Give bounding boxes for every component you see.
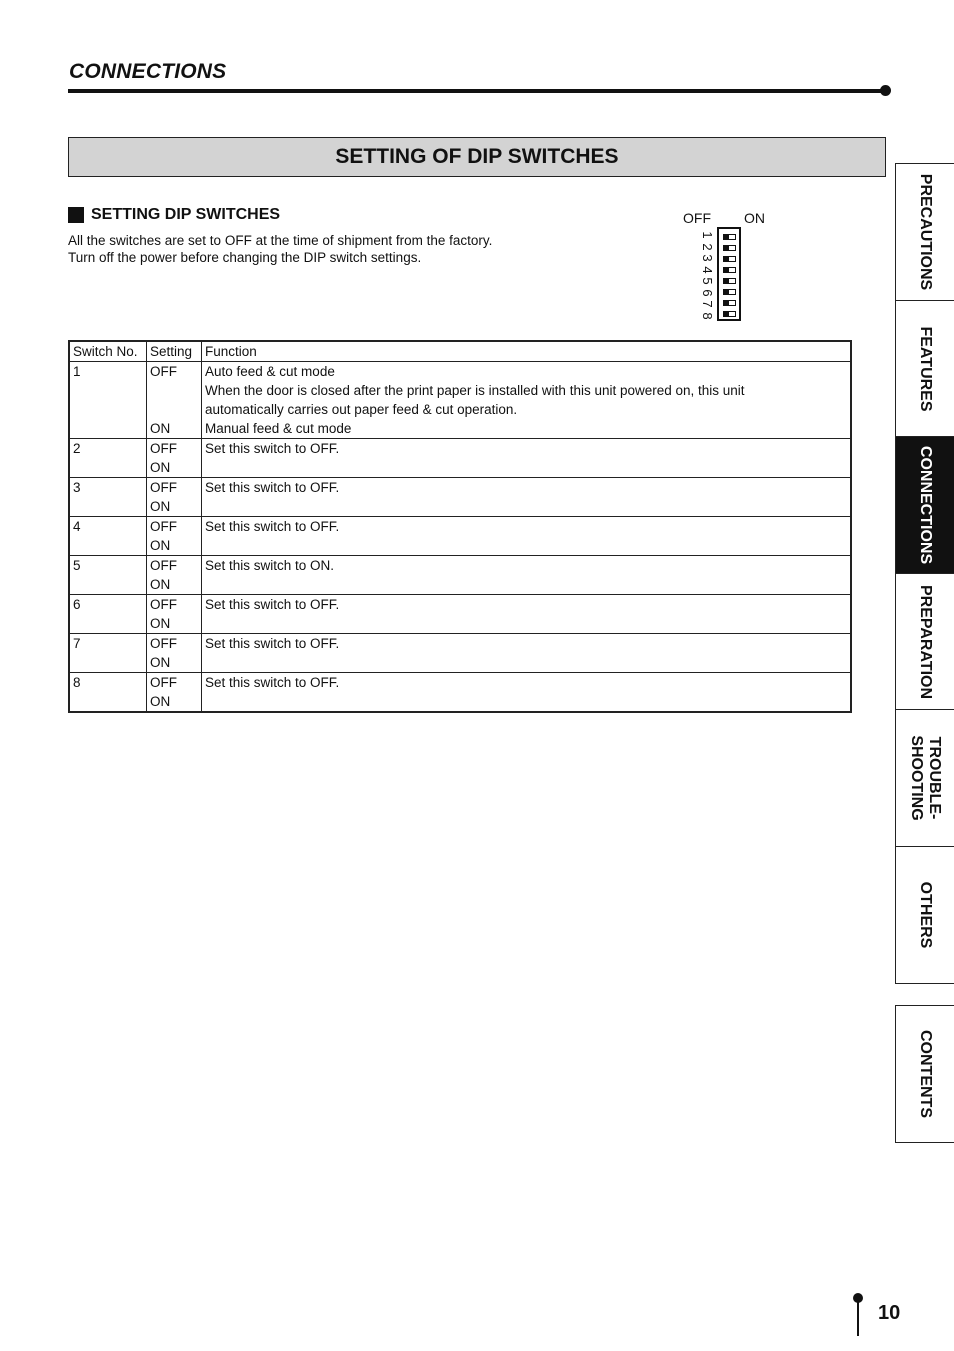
dip-switch-toggle <box>723 311 736 317</box>
dip-off-label: OFF <box>683 210 711 226</box>
header-setting: Setting <box>147 341 202 362</box>
tab-others[interactable] <box>895 846 954 984</box>
dip-number: 8 <box>700 311 715 320</box>
square-bullet-icon <box>68 207 84 223</box>
tab-label: CONTENTS <box>917 1030 934 1118</box>
table-row <box>69 673 851 713</box>
setting-cell: OFF ON <box>147 595 202 634</box>
table-row <box>69 478 851 517</box>
dip-number: 7 <box>700 300 715 308</box>
function-cell: Set this switch to OFF. <box>202 439 852 478</box>
tab-label: FEATURES <box>917 326 934 412</box>
switch-no-cell: 1 <box>69 362 147 439</box>
dip-switch-toggle <box>723 245 736 251</box>
dip-number: 3 <box>700 254 715 262</box>
header-rule <box>68 89 886 93</box>
dip-switch-toggle <box>723 300 736 306</box>
setting-cell: OFF ON <box>147 439 202 478</box>
switch-no-cell: 8 <box>69 673 147 713</box>
tab-features[interactable] <box>895 300 954 438</box>
setting-cell: OFF ON <box>147 556 202 595</box>
switch-no-cell: 3 <box>69 478 147 517</box>
dip-switch-toggle <box>723 234 736 240</box>
switch-no-cell: 6 <box>69 595 147 634</box>
function-cell: Set this switch to OFF. <box>202 673 852 713</box>
function-cell: Set this switch to OFF. <box>202 478 852 517</box>
function-cell: Set this switch to OFF. <box>202 634 852 673</box>
table-row <box>69 556 851 595</box>
setting-cell: OFF ON <box>147 362 202 439</box>
intro-line-1: All the switches are set to OFF at the time of shipment from the factory. <box>68 233 493 248</box>
dip-switch-toggle <box>723 289 736 295</box>
function-cell: Auto feed & cut mode When the door is closed after the print paper is installed with this unit powered on, this unit automatically carries out paper feed & cut operation. Manual feed & cut mode <box>202 362 852 439</box>
function-cell: Set this switch to ON. <box>202 556 852 595</box>
setting-cell: OFF ON <box>147 634 202 673</box>
switch-no-cell: 5 <box>69 556 147 595</box>
dip-switch-toggle <box>723 278 736 284</box>
subsection-heading <box>68 206 280 224</box>
section-title: SETTING OF DIP SWITCHES <box>335 145 619 168</box>
tab-label: PRECAUTIONS <box>917 173 934 291</box>
tab-label: OTHERS <box>917 881 934 949</box>
switch-no-cell: 7 <box>69 634 147 673</box>
subsection-title: SETTING DIP SWITCHES <box>91 206 281 223</box>
chapter-title: CONNECTIONS <box>69 60 227 83</box>
dip-number: 1 <box>700 231 715 239</box>
table-header-row <box>69 341 851 362</box>
switch-no-cell: 4 <box>69 517 147 556</box>
dip-switch-toggle <box>723 267 736 273</box>
dip-switch-body <box>717 227 741 321</box>
setting-cell: OFF ON <box>147 478 202 517</box>
dip-number: 4 <box>700 265 715 274</box>
dip-switch-diagram <box>680 210 770 326</box>
tab-label: CONNECTIONS <box>917 445 934 565</box>
dip-switch-toggle <box>723 256 736 262</box>
section-title-box <box>68 137 886 177</box>
table-row <box>69 362 851 439</box>
table-row <box>69 517 851 556</box>
dip-on-label: ON <box>744 210 765 226</box>
setting-cell: OFF ON <box>147 673 202 713</box>
header-rule-dot <box>880 85 891 96</box>
tab-troubleshooting[interactable] <box>895 709 954 847</box>
table-row <box>69 595 851 634</box>
intro-line-2: Turn off the power before changing the DIP switch settings. <box>68 250 422 265</box>
dip-number: 5 <box>700 277 715 285</box>
dip-settings-table <box>68 340 852 713</box>
setting-cell: OFF ON <box>147 517 202 556</box>
table-row <box>69 634 851 673</box>
function-cell: Set this switch to OFF. <box>202 595 852 634</box>
header-switch-no: Switch No. <box>69 341 147 362</box>
switch-no-cell: 2 <box>69 439 147 478</box>
page-marker-line <box>857 1300 859 1336</box>
tab-label: TROUBLE- SHOOTING <box>908 735 943 821</box>
dip-number: 6 <box>700 288 715 297</box>
tab-precautions[interactable] <box>895 163 954 301</box>
tab-connections[interactable] <box>895 436 954 574</box>
table-row <box>69 439 851 478</box>
tab-label: PREPARATION <box>917 584 934 700</box>
header-function: Function <box>202 341 852 362</box>
page-number: 10 <box>878 1302 901 1324</box>
tab-contents[interactable] <box>895 1005 954 1143</box>
tab-preparation[interactable] <box>895 573 954 711</box>
dip-number-column <box>699 227 715 321</box>
function-cell: Set this switch to OFF. <box>202 517 852 556</box>
dip-number: 2 <box>700 242 715 251</box>
